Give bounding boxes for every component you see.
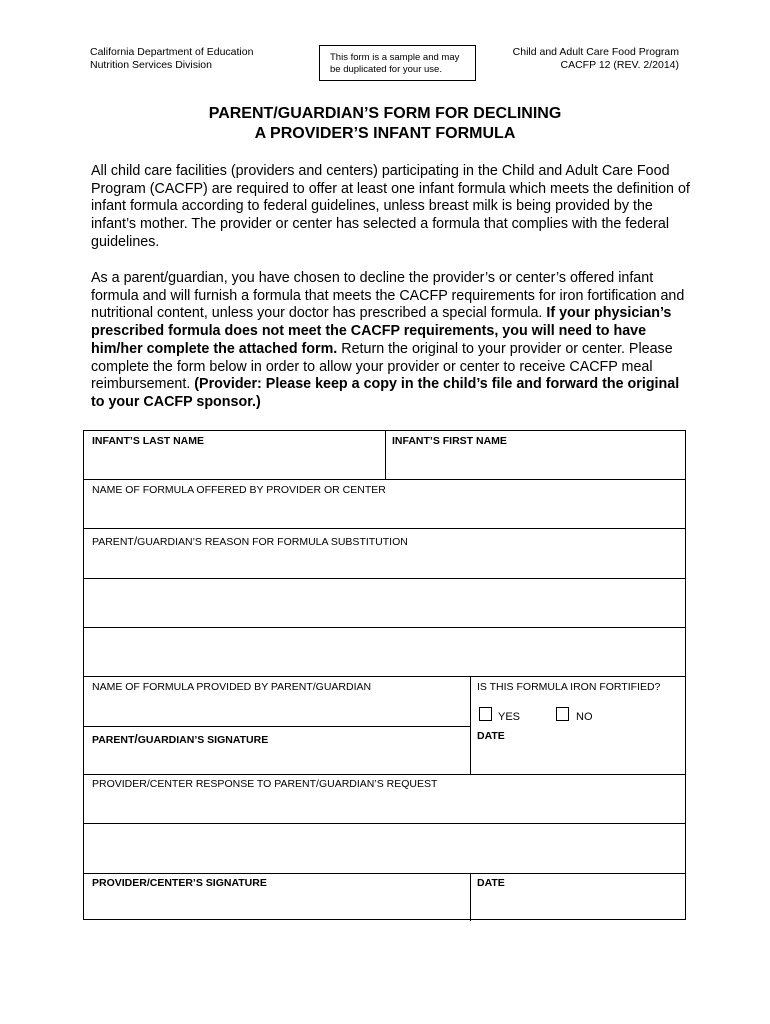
reason-label xyxy=(92,535,408,548)
signature-label-part: GUARDIAN’S SIGNATURE xyxy=(137,734,269,746)
column-divider xyxy=(470,873,471,921)
no-checkbox[interactable] xyxy=(556,707,569,721)
row-divider xyxy=(84,873,685,874)
program-header xyxy=(513,46,679,72)
row-divider xyxy=(84,479,685,480)
instructions-text-2: Return the original to your provider or center. Please complete the form below in order to allow your provider or center to receive CACFP meal reimbursement. xyxy=(91,340,673,393)
provider-signature-label: PROVIDER/CENTER’S SIGNATURE xyxy=(92,877,267,889)
provider-date-label: DATE xyxy=(477,877,505,889)
division-name: Nutrition Services Division xyxy=(90,59,212,71)
provider-response-label: PROVIDER/CENTER RESPONSE TO PARENT/GUARDIAN’S REQUEST xyxy=(92,778,438,790)
row-divider xyxy=(84,774,685,775)
formula-decline-form xyxy=(83,430,686,920)
parent-date-label: DATE xyxy=(477,730,505,742)
iron-fortified-label: IS THIS FORMULA IRON FORTIFIED? xyxy=(477,681,661,693)
row-divider xyxy=(84,627,685,628)
form-title xyxy=(0,104,770,144)
form-title-line2: A PROVIDER’S INFANT FORMULA xyxy=(254,125,516,142)
agency-header xyxy=(90,46,253,72)
instructions-paragraph xyxy=(91,270,691,412)
signature-label-part: PARENT xyxy=(92,734,135,746)
sample-notice-box xyxy=(319,45,476,81)
signature-label-slash: / xyxy=(134,732,138,746)
row-divider xyxy=(84,528,685,529)
column-divider xyxy=(385,431,386,479)
instructions-text-1: As a parent/guardian, you have chosen to decline the provider’s or center’s offered infant formula and will furnish a formula that meets the CACFP requirements for iron fortification and nutritional content, unless your doctor has prescribed a special formula. xyxy=(91,270,685,322)
formula-provided-label: NAME OF FORMULA PROVIDED BY PARENT/GUARDIAN xyxy=(92,681,372,693)
row-divider xyxy=(84,676,685,677)
reason-label-part: GUARDIAN’S REASON FOR FORMULA SUBSTITUTION xyxy=(137,536,408,548)
infant-last-name-label: INFANT’S LAST NAME xyxy=(92,435,204,447)
form-title-line1: PARENT/GUARDIAN’S FORM FOR DECLINING xyxy=(208,105,562,122)
yes-checkbox[interactable] xyxy=(479,707,492,721)
program-name: Child and Adult Care Food Program xyxy=(512,46,679,58)
instructions-bold-1: If your physician’s prescribed formula does not meet the CACFP requirements, you will need to have him/her complete the attached form. xyxy=(91,305,672,357)
intro-paragraph: All child care facilities (providers and centers) participating in the Child and Adult Care Food Program (CACFP) are required to offer at least one infant formula which meets the definition of infant formula according to federal guidelines, unless breast milk is being provided by the infant’s mother. The provider or center has selected a formula that complies with the federal guidelines. xyxy=(91,163,690,250)
infant-first-name-label: INFANT’S FIRST NAME xyxy=(392,435,507,447)
reason-label-part: PARENT xyxy=(92,536,134,548)
agency-name: California Department of Education xyxy=(90,46,254,58)
parent-signature-label xyxy=(92,733,268,746)
reason-label-slash: / xyxy=(133,534,138,548)
sample-notice-line2: be duplicated for your use. xyxy=(330,64,442,75)
yes-label: YES xyxy=(498,711,521,723)
row-divider xyxy=(84,726,470,727)
form-number: CACFP 12 (REV. 2/2014) xyxy=(560,59,679,71)
formula-offered-label: NAME OF FORMULA OFFERED BY PROVIDER OR CENTER xyxy=(92,484,386,496)
sample-notice-line1: This form is a sample and may xyxy=(330,52,460,63)
instructions-bold-2: (Provider: Please keep a copy in the child’s file and forward the original to your CACFP sponsor.) xyxy=(91,376,680,410)
row-divider xyxy=(84,578,685,579)
column-divider xyxy=(470,676,471,774)
row-divider xyxy=(84,823,685,824)
no-label: NO xyxy=(576,711,593,723)
